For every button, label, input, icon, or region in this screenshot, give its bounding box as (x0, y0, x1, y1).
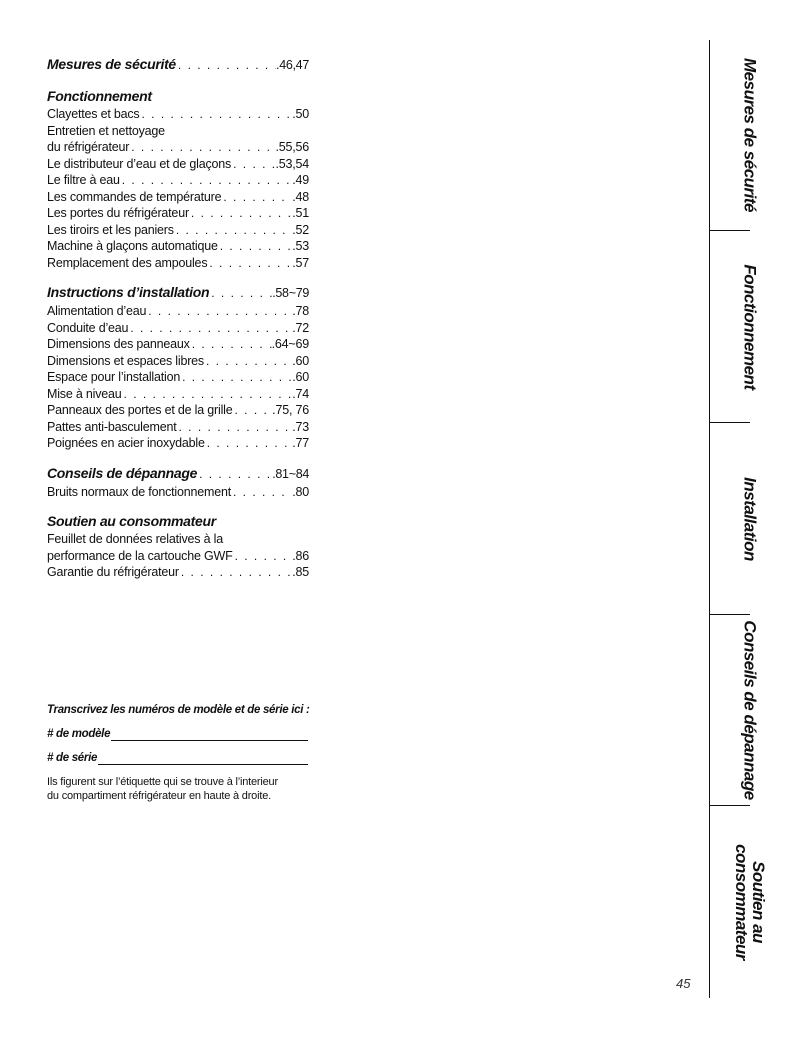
page-ref: .75, 76 (272, 403, 309, 417)
dot-leader (231, 156, 275, 173)
page-ref: .86 (292, 548, 309, 563)
toc-section-operation (47, 86, 309, 271)
page-ref: .48 (292, 189, 309, 204)
toc-entry[interactable] (47, 369, 309, 386)
entry-label: Les tiroirs et les paniers (47, 222, 174, 237)
toc-entry[interactable] (47, 172, 309, 189)
page-ref: .74 (292, 386, 309, 401)
tab-label: Mesures de sécurité (740, 58, 759, 212)
toc-section-title[interactable] (47, 54, 309, 75)
section-title-text: Fonctionnement (47, 88, 152, 104)
page-ref: .46,47 (276, 58, 309, 72)
dot-leader (139, 106, 292, 123)
entry-label: Les commandes de température (47, 189, 222, 204)
page-ref: .52 (292, 222, 309, 237)
page-ref: .57 (292, 255, 309, 270)
entry-label: Dimensions et espaces libres (47, 353, 204, 368)
entry-label: Alimentation d’eau (47, 304, 147, 318)
toc-entry[interactable] (47, 320, 309, 337)
tab-installation[interactable] (709, 423, 789, 614)
toc-section-troubleshooting (47, 463, 309, 501)
page-ref: .60 (292, 370, 309, 384)
entry-label: Garantie du réfrigérateur (47, 565, 179, 579)
entry-label: Conduite d’eau (47, 320, 129, 335)
dot-leader (231, 484, 292, 501)
tab-safety[interactable] (709, 40, 789, 230)
model-number-line[interactable] (111, 728, 308, 741)
toc-entry[interactable] (47, 336, 309, 353)
entry-label: Espace pour l’installation (47, 370, 181, 384)
toc-section-consumer-support (47, 511, 309, 581)
toc-section-title[interactable] (47, 282, 309, 303)
toc-entry[interactable] (47, 156, 309, 173)
section-title-text: Conseils de dépannage (47, 464, 198, 481)
entry-label: Dimensions des panneaux (47, 337, 190, 351)
page-ref: .80 (292, 484, 309, 499)
toc-entry[interactable] (47, 255, 309, 272)
page-ref: .81~84 (272, 466, 309, 481)
dot-leader (180, 369, 292, 386)
entry-label: Remplacement des ampoules (47, 255, 208, 270)
model-number-field[interactable] (47, 727, 347, 741)
page-ref: .49 (292, 173, 309, 187)
dot-leader (233, 548, 293, 565)
page-ref: .85 (292, 565, 309, 579)
toc-entry[interactable] (47, 386, 309, 403)
record-note (47, 775, 347, 803)
page-ref: .77 (292, 436, 309, 450)
entry-label: Pattes anti-basculement (47, 419, 177, 434)
model-number-label: # de modèle (47, 728, 111, 740)
toc-entry[interactable] (47, 238, 309, 255)
page-ref: .53,54 (275, 156, 309, 171)
toc-entry[interactable] (47, 484, 309, 501)
tab-label-line: consommateur (731, 844, 751, 960)
serial-number-field[interactable] (47, 751, 347, 765)
record-heading: Transcrivez les numéros de modèle et de série ici : (47, 704, 310, 716)
entry-label: du réfrigérateur (47, 140, 130, 154)
dot-leader (197, 464, 272, 484)
toc-entry[interactable] (47, 106, 309, 123)
model-serial-record (47, 703, 347, 803)
tab-label: Installation (740, 476, 759, 561)
dot-leader (129, 139, 275, 156)
page-ref: .51 (292, 206, 309, 220)
record-note-line: Ils figurent sur l’étiquette qui se trouve à l’interieur (47, 776, 278, 788)
record-note-line: du compartiment réfrigérateur en haute à droite. (47, 790, 271, 802)
serial-number-label: # de série (47, 752, 98, 764)
section-title-text: Soutien au consommateur (47, 513, 216, 529)
dot-leader (209, 283, 272, 303)
toc-entry[interactable] (47, 222, 309, 239)
dot-leader (205, 435, 293, 452)
dot-leader (190, 336, 272, 353)
toc-entry[interactable] (47, 419, 309, 436)
dot-leader (204, 353, 292, 370)
entry-label: Les portes du réfrigérateur (47, 206, 189, 220)
entry-label-line1: Entretien et nettoyage (47, 123, 165, 138)
tab-label: Conseils de dépannage (740, 620, 759, 800)
dot-leader (174, 222, 292, 239)
section-title-text: Mesures de sécurité (47, 56, 176, 72)
toc-section-installation (47, 282, 309, 452)
dot-leader (218, 238, 293, 255)
tab-consumer-support[interactable] (709, 806, 789, 998)
page-ref: .78 (292, 304, 309, 318)
page-ref: .53 (292, 239, 309, 253)
dot-leader (179, 564, 292, 581)
page-ref: .50 (292, 107, 309, 121)
toc-section-title (47, 86, 309, 106)
page-number: 45 (676, 976, 691, 991)
toc-entry[interactable] (47, 139, 309, 156)
dot-leader (122, 386, 293, 403)
toc-entry[interactable] (47, 205, 309, 222)
tab-label (733, 844, 767, 960)
entry-label: Machine à glaçons automatique (47, 239, 218, 253)
entry-label: Le distributeur d’eau et de glaçons (47, 156, 232, 171)
page-ref: .60 (292, 353, 309, 368)
toc-entry[interactable] (47, 189, 309, 206)
page-ref: .55,56 (275, 140, 309, 154)
dot-leader (221, 189, 292, 206)
dot-leader (207, 255, 292, 272)
entry-label: Mise à niveau (47, 386, 122, 401)
entry-label: Clayettes et bacs (47, 107, 140, 121)
entry-label: Panneaux des portes et de la grille (47, 403, 233, 417)
toc-entry[interactable] (47, 402, 309, 419)
dot-leader (128, 320, 292, 337)
entry-label-line1: Feuillet de données relatives à la (47, 532, 223, 546)
page-ref: .72 (292, 320, 309, 335)
page-ref: .73 (292, 419, 309, 434)
toc-section-safety (47, 54, 309, 75)
entry-label: performance de la cartouche GWF (47, 548, 233, 563)
dot-leader (177, 419, 293, 436)
dot-leader (189, 205, 292, 222)
dot-leader (146, 303, 292, 320)
toc-entry[interactable] (47, 548, 309, 565)
entry-label: Poignées en acier inoxydable (47, 436, 205, 450)
tab-operation[interactable] (709, 231, 789, 422)
entry-label: Le filtre à eau (47, 173, 120, 187)
tab-label: Fonctionnement (740, 263, 759, 390)
toc-entry[interactable] (47, 303, 309, 320)
tab-label-line: Soutien au (748, 861, 768, 943)
section-title-text: Instructions d’installation (47, 284, 210, 300)
tab-troubleshooting[interactable] (709, 615, 789, 805)
dot-leader (120, 172, 292, 189)
toc-section-title[interactable] (47, 463, 309, 484)
dot-leader (233, 402, 273, 419)
toc-entry[interactable] (47, 564, 309, 581)
toc-section-title (47, 511, 309, 531)
dot-leader (176, 55, 276, 75)
toc-entry[interactable] (47, 353, 309, 370)
page-ref: .58~79 (272, 286, 309, 300)
page-ref: .64~69 (271, 337, 309, 351)
serial-number-line[interactable] (98, 752, 308, 765)
toc-entry[interactable] (47, 435, 309, 452)
section-tabs (709, 40, 789, 998)
table-of-contents (47, 54, 309, 592)
entry-label: Bruits normaux de fonctionnement (47, 484, 231, 499)
